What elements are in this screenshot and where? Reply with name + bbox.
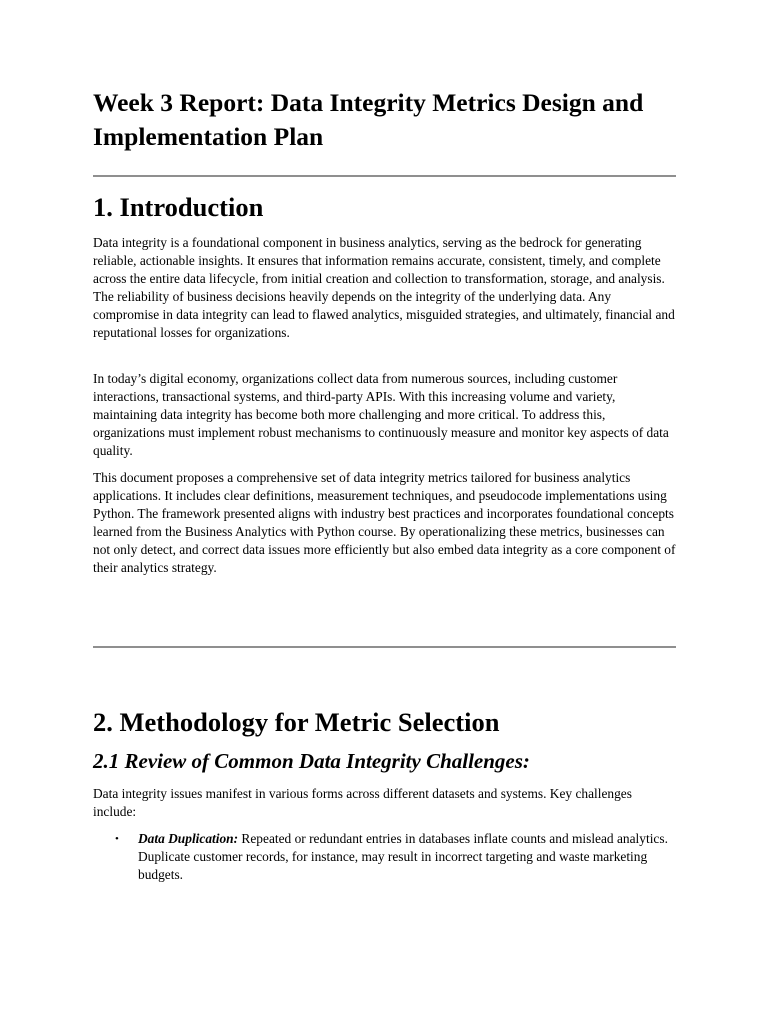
bullet-term: Data Duplication: — [138, 831, 239, 846]
document-title: Week 3 Report: Data Integrity Metrics Design and Implementation Plan — [93, 88, 644, 151]
bullet-text: Repeated or redundant entries in databases inflate counts and mislead analytics. Duplicate customer records, for instance, may result in incorrect targeting and waste marketing budgets. — [138, 831, 668, 883]
introduction-paragraph: This document proposes a comprehensive set of data integrity metrics tailored for business analytics applications. It includes clear definitions, measurement techniques, and pseudocode implementations using Python. The framework presented aligns with industry best practices and incorporates foundational concepts learned from the Business Analytics with Python course. By operationalizing these metrics, businesses can not only detect, and correct data issues more efficiently but also embed data integrity as a core component of their analytics strategy. — [93, 470, 676, 576]
section-heading-introduction: 1. Introduction — [93, 192, 264, 222]
list-item — [93, 830, 677, 884]
subsection-heading-challenges: 2.1 Review of Common Data Integrity Challenges: — [93, 749, 530, 773]
challenges-list — [93, 830, 677, 884]
introduction-paragraph: In today’s digital economy, organizations collect data from numerous sources, including customer interactions, transactional systems, and third-party APIs. With this increasing volume and variety, maintaining data integrity has become both more challenging and more critical. To address this, organizations must implement robust mechanisms to continuously measure and monitor key aspects of data quality. — [93, 371, 669, 459]
bullet-icon: • — [115, 833, 119, 845]
section-divider — [93, 175, 676, 177]
section-divider — [93, 646, 676, 648]
section-heading-methodology: 2. Methodology for Metric Selection — [93, 707, 500, 737]
introduction-paragraph: Data integrity is a foundational component in business analytics, serving as the bedrock for generating reliable, actionable insights. It ensures that information remains accurate, consistent, timely, and complete across the entire data lifecycle, from initial creation and collection to transformation, storage, and analysis. The reliability of business decisions heavily depends on the integrity of the underlying data. Any compromise in data integrity can lead to flawed analytics, misguided strategies, and ultimately, financial and reputational losses for organizations. — [93, 235, 675, 341]
challenges-intro-paragraph: Data integrity issues manifest in various forms across different datasets and systems. Key challenges include: — [93, 786, 632, 820]
